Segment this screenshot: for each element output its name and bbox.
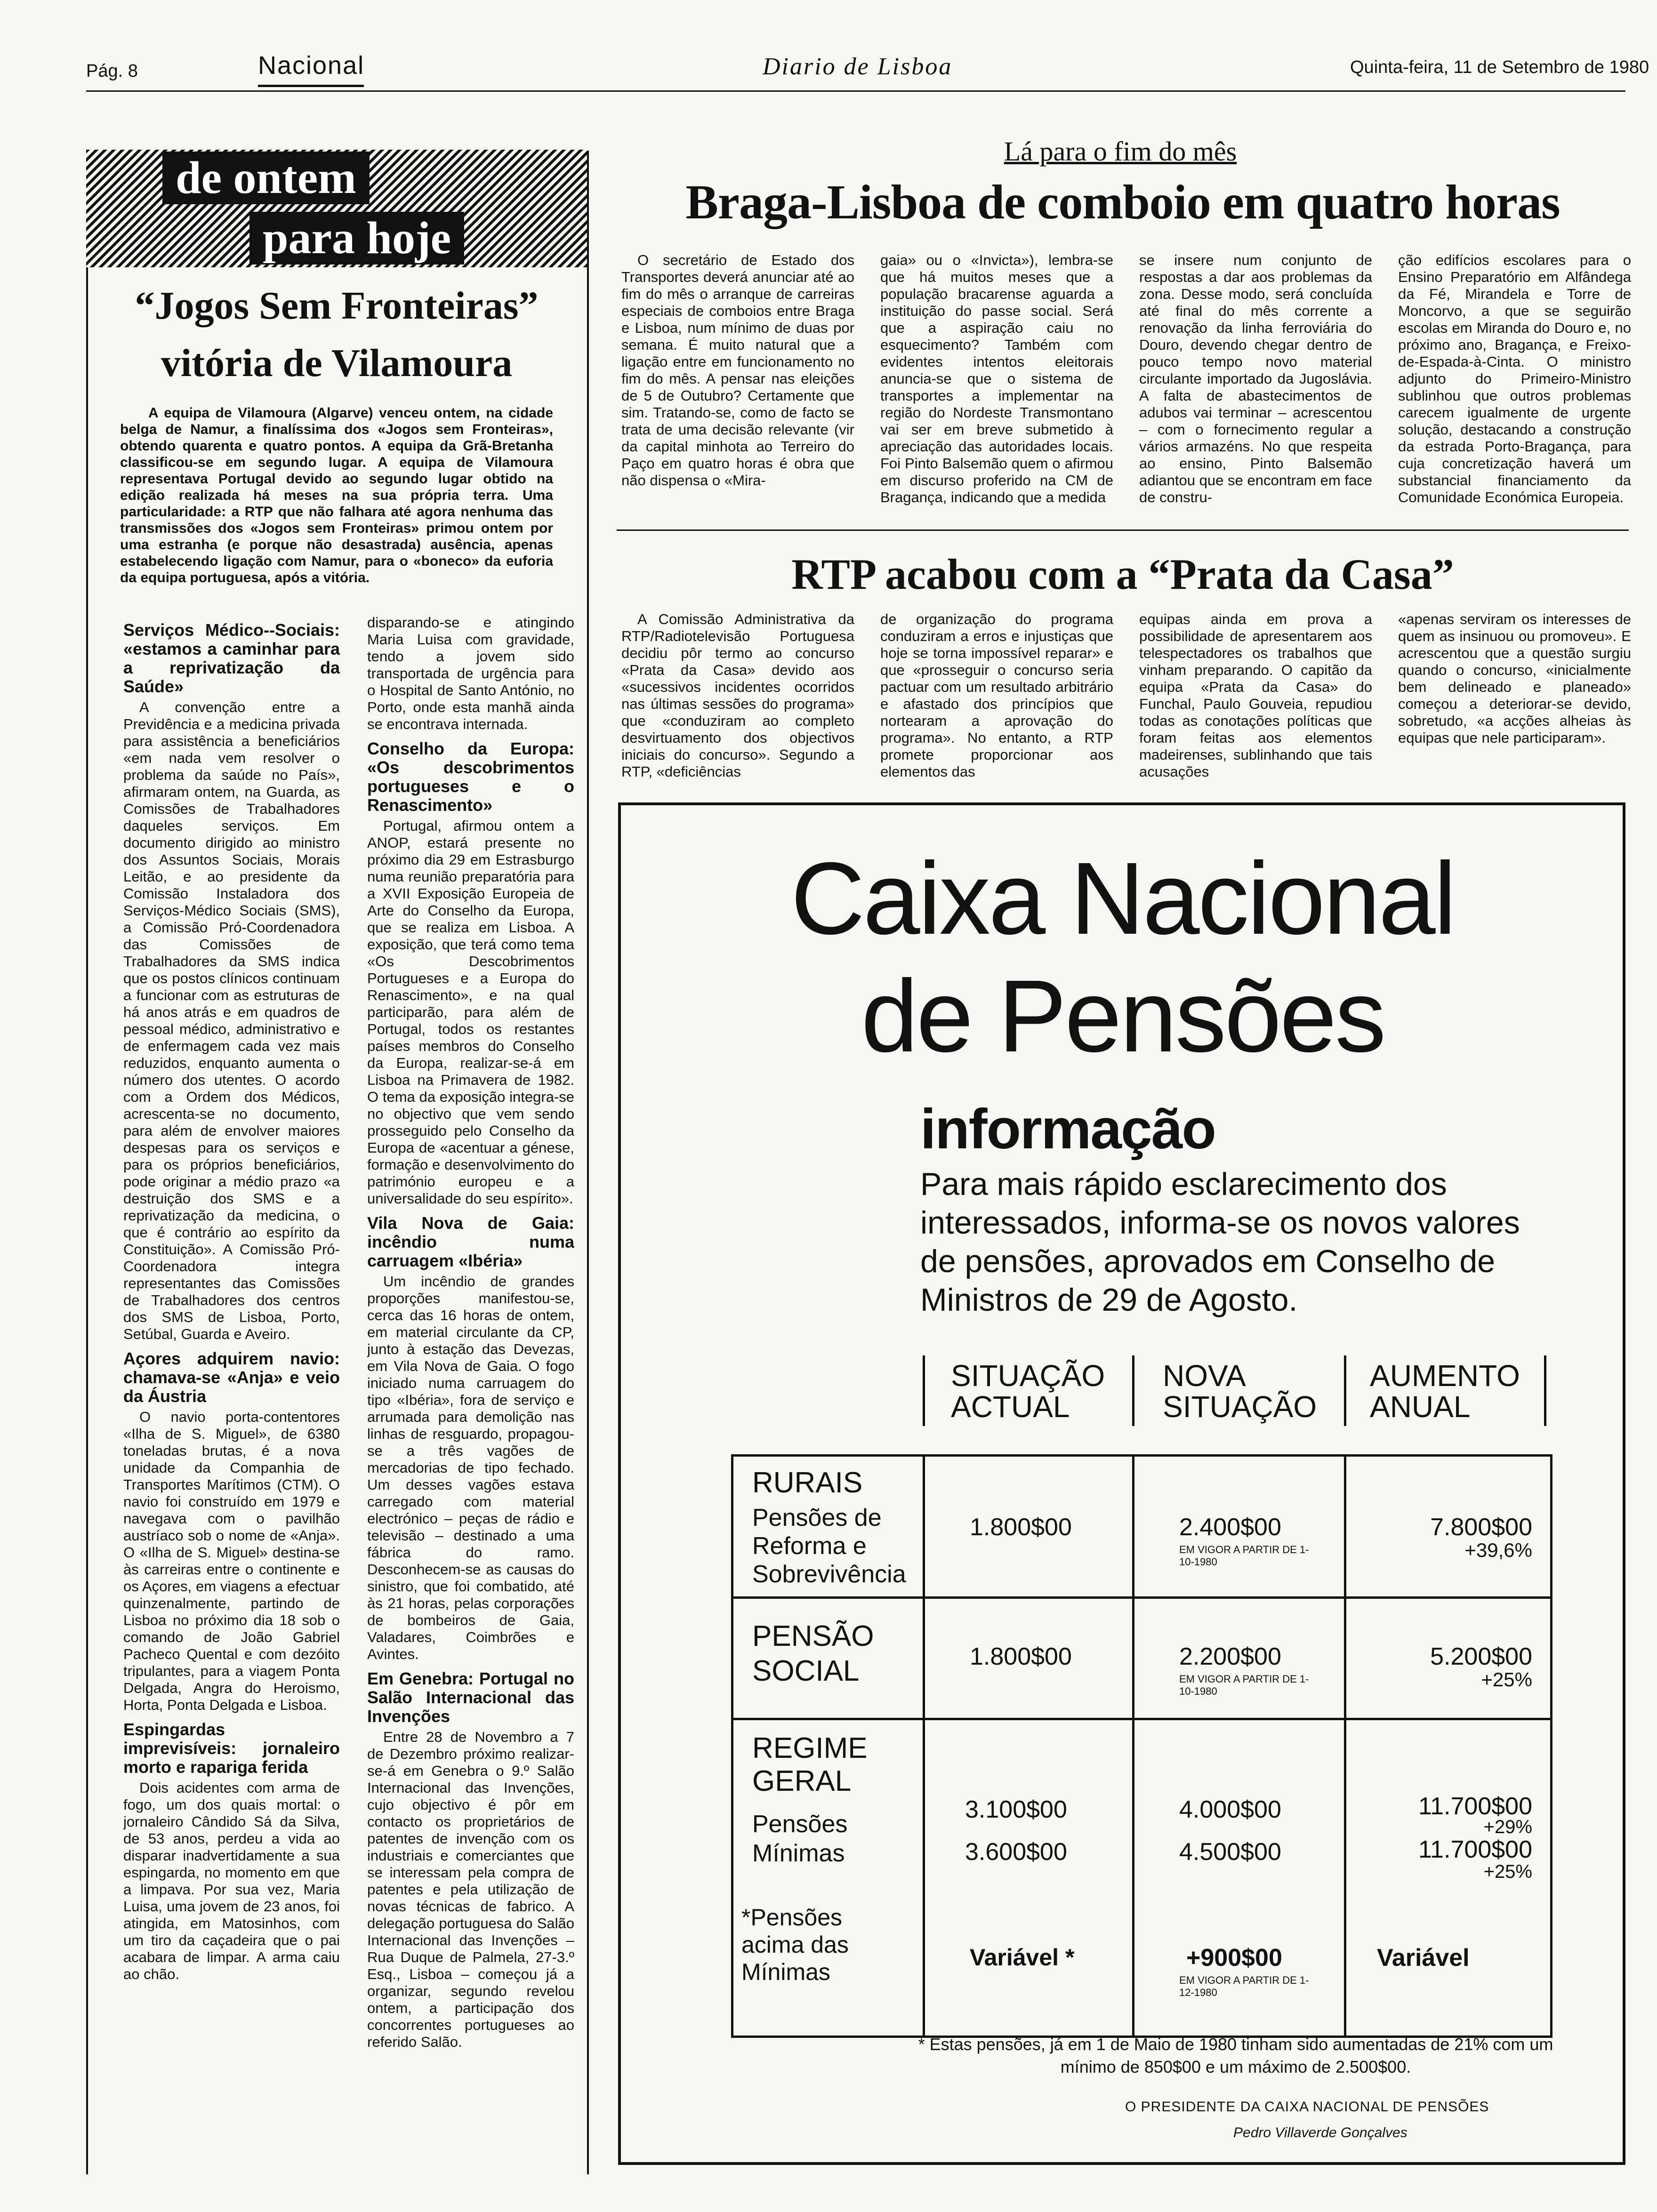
rtp-col-3 (1139, 611, 1372, 785)
rurais-pct: +39,6% (1464, 1539, 1532, 1561)
social-aumento: 5.200$00 (1430, 1643, 1532, 1670)
ad-table-vline-3 (1344, 1454, 1346, 2038)
rtp-text-4: «apenas serviram os interesses de quem as insinuou ou promoveu». E acrescentou que a questão surgiu quando o concurso, «inicialmente bem delineado e planeado» começou a deteriorar-se devido, sobretudo, «a acções alheias às equipas que nele participaram». (1398, 611, 1631, 746)
row-regime-geral-head: REGIME GERAL (752, 1732, 868, 1797)
ad-table-hline-1 (731, 1596, 1552, 1599)
rtp-col-4 (1398, 611, 1631, 785)
header-aumento-anual: AUMENTO ANUAL (1370, 1359, 1520, 1424)
acima-note: EM VIGOR A PARTIR DE 1-12-1980 (1179, 1974, 1309, 1998)
jogos-lead: A equipa de Vilamoura (Algarve) venceu ontem, na cidade belga de Namur, a finalíssima dos «Jogos sem Fronteiras», obtendo quarenta e quatro pontos. A equipa da Grã-Bretanha classificou-se em segundo lugar. A equipa de Vilamoura representava Portugal devido ao segundo lugar obtido na edição realizada há meses na sua própria terra. Uma particularidade: a RTP que não falhara até agora nenhuma das transmissões dos «Jogos sem Fronteiras» primou ontem por uma estranha (e porque não desastrada) ausência, apenas estabelecendo ligação com Namur, para o «boneco» da euforia da equipa portuguesa, após a vitória. (120, 405, 553, 585)
row-rurais-head: RURAIS (752, 1467, 863, 1499)
acores-title: Açores adquirem navio: chamava-se «Anja» e veio da Áustria (123, 1349, 340, 1406)
braga-col-3 (1139, 252, 1372, 525)
section-box-line2: para hoje (249, 212, 464, 264)
left-column-2 (367, 614, 574, 2172)
regime-pct-b: +25% (1483, 1861, 1532, 1882)
rtp-text-2: de organização do programa conduziram a erros e injustiças que hoje se torna impossível reparar» e que «prosseguir o concurso seria pactuar com um resultado arbitrário e afastado dos princípios que nortearam a aprovação do programa». No entanto, a RTP promete proporcionar aos elementos das (880, 611, 1113, 780)
rtp-text-1: A Comissão Administrativa da RTP/Radiotelevisão Portuguesa decidiu pôr termo ao concurso «Prata da Casa» devido aos «sucessivos incidentes ocorridos nas últimas sessões do programa» que «conduziram ao completo desvirtuamento dos objectivos iniciais do concurso». Segundo a RTP, «deficiências (621, 611, 854, 780)
section-box-line1: de ontem (162, 152, 370, 204)
acores-text: O navio porta-contentores «Ilha de S. Miguel», de 6380 toneladas brutas, é a nova unidade da Companhia de Transportes Marítimos (CTM). O navio foi construído em 1979 e navegava com o pavilhão austríaco sob o nome de «Anja». O «Ilha de S. Miguel» destina-se às carreiras entre o continente e os Açores, em viagens a efectuar quinzenalmente, partindo de Lisboa no próximo dia 18 sob o comando de João Gabriel Pacheco Quental e com dezóito tripulantes, para a viagem Ponta Delgada, Angra do Heroismo, Horta, Ponta Delgada e Lisboa. (123, 1409, 340, 1713)
page-number: Pág. 8 (86, 61, 138, 81)
ad-table-vline-1 (923, 1454, 925, 2038)
ad-subtitle: informação (920, 1098, 1215, 1161)
ad-title-2: de Pensões (861, 959, 1384, 1074)
regime-nova-a: 4.000$00 (1179, 1796, 1281, 1823)
regime-nova-b: 4.500$00 (1179, 1838, 1281, 1866)
conselho-text: Portugal, afirmou ontem a ANOP, estará presente no próximo dia 29 em Estrasburgo numa reunião preparatória para a XVII Exposição Europeia de Arte do Conselho da Europa, que se realiza em Lisboa. A exposição, que terá como tema «Os Descobrimentos Portugueses e a Europa do Renascimento», e na qual participarão, para além de Portugal, todos os restantes países membros do Conselho da Europa, realizar-se-á em Lisboa na Primavera de 1982. O tema da exposição integra-se no objectivo que vem sendo prosseguido pelo Conselho da Europa de «acentuar a génese, formação e desenvolvimento do património europeu e a universalidade do seu espírito». (367, 817, 574, 1207)
ad-title-1: Caixa Nacional (790, 842, 1455, 956)
smed-text: A convenção entre a Previdência e a medicina privada para assistência a beneficiários «em nada vem resolver o problema da saúde no País», afirmaram ontem, na Guarda, as Comissões de Trabalhadores daqueles serviços. Em documento dirigido ao ministro dos Assuntos Sociais, Morais Leitão, e ao presidente da Comissão Instaladora dos Serviços-Médico Sociais (SMS), a Comissão Pró-Coordenadora das Comissões de Trabalhadores da SMS indica que os postos clínicos continuam a funcionar com as estruturas de há anos atrás e em quadros de pessoal médico, administrativo e de enfermagem cada vez mais reduzidos, enquanto aumenta o número dos utentes. O acordo com a Ordem dos Médicos, acrescenta-se no documento, para além de envolver maiores despesas para os serviços e para os próprios beneficiários, pode originar a médio prazo «a destruição dos SMS e a reprivatização da medicina, o que é contrário ao espírito da Constituição». A Comissão Pró-Coordenadora integra representantes das Comissões de Trabalhadores dos centros dos SMS de Lisboa, Porto, Setúbal, Guarda e Aveiro. (123, 699, 340, 1342)
braga-headline: Braga-Lisboa de comboio em quatro horas (685, 175, 1560, 229)
row-rurais-sub: Pensões de Reforma e Sobrevivência (752, 1504, 906, 1588)
smed-title: Serviços Médico--Sociais: «estamos a caminhar para a reprivatização da Saúde» (123, 620, 340, 696)
rtp-col-2 (880, 611, 1113, 785)
genebra-title: Em Genebra: Portugal no Salão Internacional das Invenções (367, 1669, 574, 1726)
acima-actual: Variável * (970, 1944, 1075, 1971)
social-nova: 2.200$00 (1179, 1643, 1281, 1670)
genebra-text: Entre 28 de Novembro a 7 de Dezembro próximo realizar-se-á em Genebra o 9.º Salão Internacional das Invenções, cujo objectivo é pôr em contacto os proprietários de patentes de invenção com os industriais e comerciantes que se interessam pela compra de patentes e pela utilização de novas técnicas de fabrico. A delegação portuguesa do Salão Internacional das Invenções – Rua Duque de Palmela, 27-3.º Esq., Lisboa – começou já a organizar, segundo revelou ontem, a participação dos concorrentes portugueses ao referido Salão. (367, 1729, 574, 2050)
gaia-text: Um incêndio de grandes proporções manifestou-se, cerca das 16 horas de ontem, em material circulante da CP, junto à estação das Devezas, em Vila Nova de Gaia. O fogo iniciado numa carruagem do tipo «Ibéria», fora de serviço e arrumada para demolição nas linhas de resguardo, propagou-se a três vagões de mercadorias de tipo fechado. Um desses vagões estava carregado com material electrónico – peças de rádio e televisão – destinado a uma fábrica do ramo. Desconhecem-se as causas do sinistro, que foi combatido, até às 21 horas, pelas corporações de bombeiros de Gaia, Valadares, Coimbrões e Avintes. (367, 1273, 574, 1662)
ad-intro: Para mais rápido esclarecimento dos interessados, informa-se os novos valores de pensões, aprovados em Conselho de Ministros de 29 de Agosto. (920, 1166, 1520, 1318)
ad-table-vline-2 (1132, 1454, 1134, 2038)
jogos-headline-1: “Jogos Sem Fronteiras” (135, 284, 539, 328)
braga-col-4 (1398, 252, 1631, 525)
row-acima-minimas-head: *Pensões acima das Mínimas (741, 1904, 849, 1985)
acima-nova: +900$00 (1186, 1944, 1282, 1972)
ad-signature-title: O PRESIDENTE DA CAIXA NACIONAL DE PENSÕES (1125, 2099, 1489, 2115)
ad-table-hline-2 (731, 1718, 1552, 1720)
section-name: Nacional (258, 51, 365, 80)
espingardas-text: Dois acidentes com arma de fogo, um dos quais mortal: o jornaleiro Cândido Sá da Silva, de 53 anos, perdeu a vida ao disparar inadvertidamente a sua espingarda, no momento em que a limpava. Por sua vez, Maria Luisa, uma jovem de 23 anos, foi atingida, em Matosinhos, com um tiro da caçadeira que o pai acabara de limpar. A arma caiu ao chão. (123, 1779, 340, 1982)
jogos-headline-2: vitória de Vilamoura (161, 341, 513, 385)
regime-aumento-a: 11.700$00 (1418, 1793, 1532, 1820)
rurais-actual: 1.800$00 (970, 1514, 1072, 1541)
braga-col-1 (621, 252, 854, 525)
braga-rule (617, 529, 1629, 531)
header-nova-situacao: NOVA SITUAÇÃO (1163, 1359, 1317, 1424)
braga-text-1: O secretário de Estado dos Transportes deverá anunciar até ao fim do mês o arranque de carreiras especiais de comboios entre Braga e Lisboa, num mínimo de duas por semana. É muito natural que a ligação entre em funcionamento no fim do mês. A pensar nas eleições de 5 de Outubro? Certamente que sim. Tratando-se, como de facto se trata de uma decisão relevante (vir da capital minhota ao Terreiro do Paço em quatro horas é obra que não dispensa o «Mira- (621, 252, 854, 489)
row-pensao-social-head: PENSÃO SOCIAL (752, 1620, 874, 1687)
braga-col-2 (880, 252, 1113, 525)
acima-aumento: Variável (1377, 1944, 1470, 1972)
ad-footnote: * Estas pensões, já em 1 de Maio de 1980 tinham sido aumentadas de 21% com um mínimo de 850$00 e um máximo de 2.500$00. (918, 2035, 1553, 2076)
rtp-text-3: equipas ainda em prova a possibilidade de apresentarem aos telespectadores os trabalhos que vinham preparando. O capitão da equipa «Prata da Casa» do Funchal, Paulo Gouveia, repudiou todas as conotações políticas que foram feitas aos elementos madeirenses, sublinhando que tais acusações (1139, 611, 1372, 780)
braga-text-2: gaia» ou o «Invicta»), lembra-se que há muitos meses que a população bracarense aguarda a instituição do passe social. Será que a aspiração caiu no esquecimento? Também com evidentes intentos eleitorais anuncia-se que o sistema de transportes a implementar na região do Nordeste Transmontano vai ser em breve submetido à apreciação das autoridades locais. Foi Pinto Balsemão quem o afirmou em discurso proferido na CM de Bragança, indicando que a medida (880, 252, 1113, 505)
social-actual: 1.800$00 (970, 1643, 1072, 1670)
newspaper-name: Diario de Lisboa (763, 53, 953, 80)
rurais-nova: 2.400$00 (1179, 1514, 1281, 1541)
row-regime-geral-sub: Pensões Mínimas (752, 1811, 848, 1867)
conselho-title: Conselho da Europa: «Os descobrimentos portugueses e o Renascimento» (367, 739, 574, 815)
regime-pct-a: +29% (1483, 1817, 1532, 1837)
section-underline (258, 85, 364, 87)
regime-actual-a: 3.100$00 (965, 1796, 1067, 1823)
braga-text-3: se insere num conjunto de respostas a dar aos problemas da zona. Desse modo, será concluída até final do mês corrente a renovação da linha ferroviária do Douro, devendo chegar dentro de pouco tempo novo material circulante importado da Jugoslávia. A falta de abastecimentos de adubos vai terminar – acrescentou – com o fornecimento regular a vários armazéns. No que respeita ao ensino, Pinto Balsemão adiantou que se encontram em face de constru- (1139, 252, 1372, 505)
espingardas-text-cont: disparando-se e atingindo Maria Luisa com gravidade, tendo a jovem sido transportada de urgência para o Hospital de Santo António, no Porto, onde esta manhã ainda se encontrava internada. (367, 614, 574, 732)
header-rule (86, 90, 1625, 92)
braga-text-4: ção edifícios escolares para o Ensino Preparatório em Alfândega da Fé, Mirandela e Torre de Moncorvo, a que se seguirão escolas em Miranda do Douro e, no próximo ano, Bragança, e Freixo-de-Espada-à-Cinta. O ministro adjunto do Primeiro-Ministro sublinhou que outros problemas carecem igualmente de urgente solução, destacando a construção da estrada Porto-Bragança, para cuja concretização haverá um substancial financiamento da Comunidade Económica Europeia. (1398, 252, 1631, 505)
rurais-aumento: 7.800$00 (1430, 1514, 1532, 1541)
social-note: EM VIGOR A PARTIR DE 1-10-1980 (1179, 1673, 1309, 1697)
rtp-col-1 (621, 611, 854, 785)
rurais-note: EM VIGOR A PARTIR DE 1-10-1980 (1179, 1544, 1309, 1568)
ad-header-sep-1 (1132, 1355, 1134, 1426)
issue-date: Quinta-feira, 11 de Setembro de 1980 (1350, 57, 1649, 77)
ad-header-sep-2 (1344, 1355, 1346, 1426)
social-pct: +25% (1481, 1668, 1532, 1691)
ad-signature-name: Pedro Villaverde Gonçalves (1233, 2125, 1408, 2140)
gaia-title: Vila Nova de Gaia: incêndio numa carruagem «Ibéria» (367, 1213, 574, 1270)
rtp-headline: RTP acabou com a “Prata da Casa” (791, 550, 1454, 598)
braga-kicker: Lá para o fim do mês (1004, 136, 1237, 167)
header-situacao-actual: SITUAÇÃO ACTUAL (951, 1359, 1105, 1424)
left-column-1 (123, 614, 340, 2172)
regime-aumento-b: 11.700$00 (1418, 1836, 1532, 1863)
regime-actual-b: 3.600$00 (965, 1838, 1067, 1866)
espingardas-title: Espingardas imprevisíveis: jornaleiro morto e rapariga ferida (123, 1720, 340, 1777)
